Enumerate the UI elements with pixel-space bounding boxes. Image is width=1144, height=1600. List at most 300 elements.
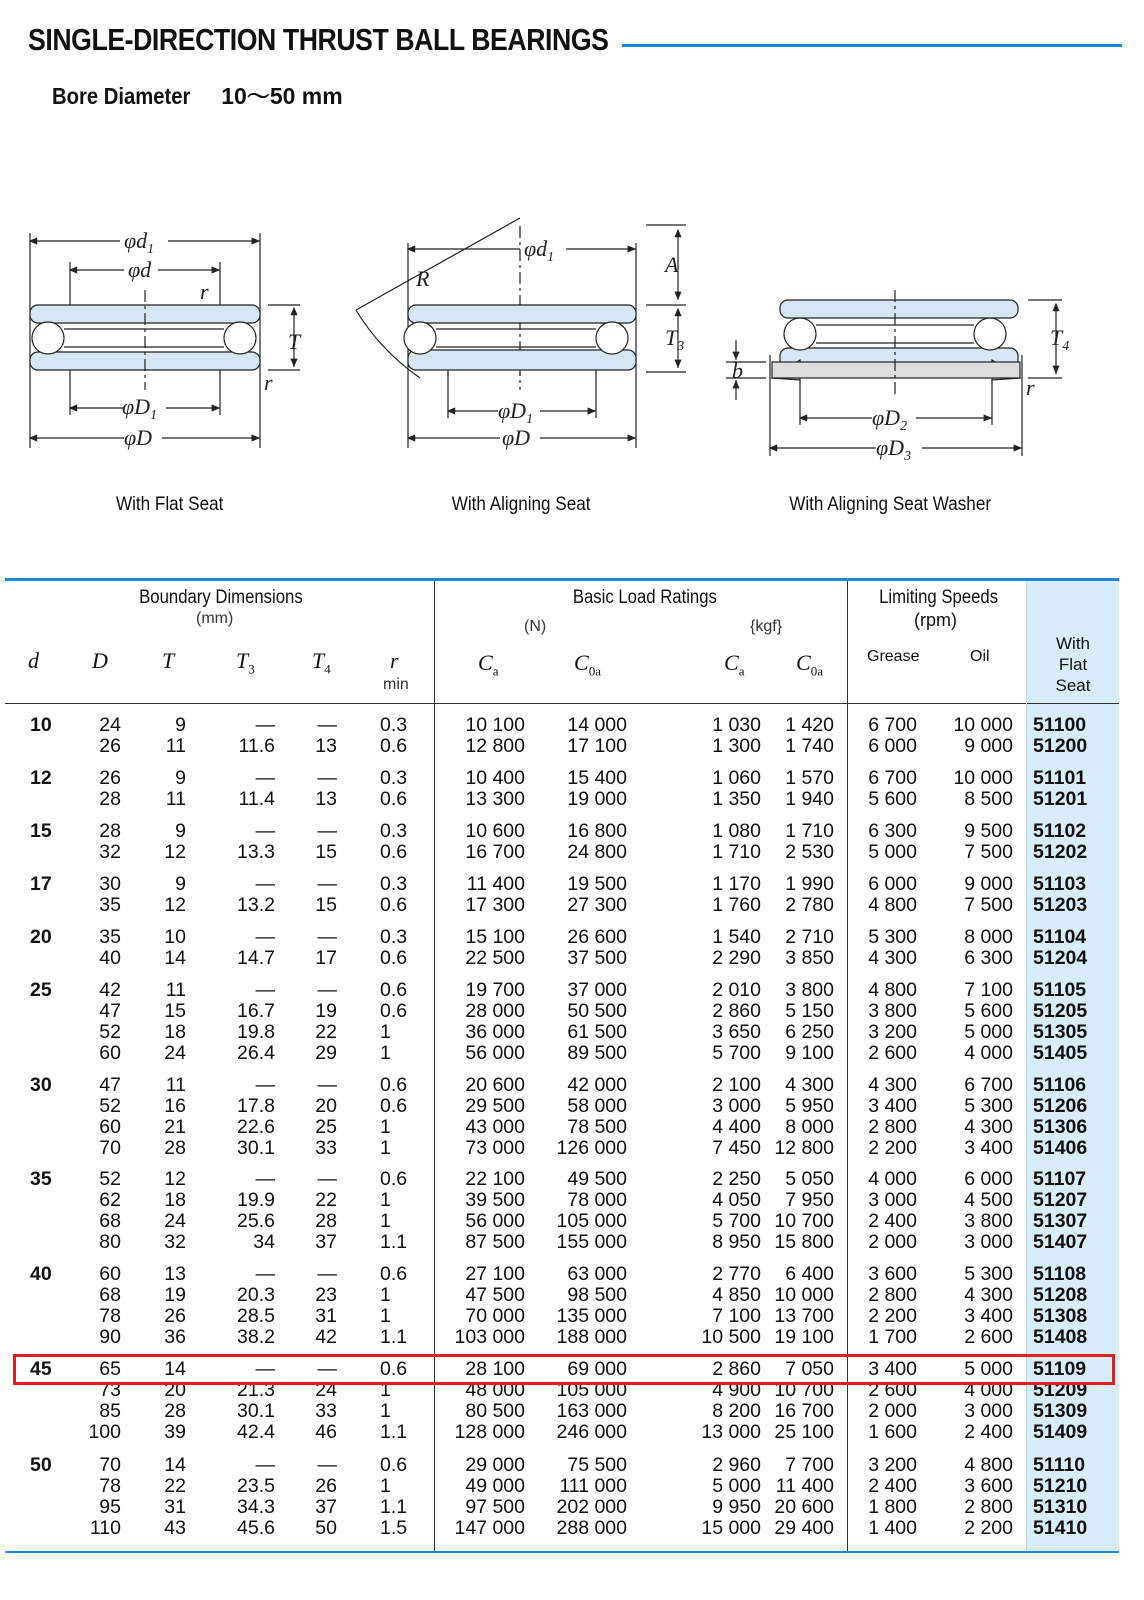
cell-T4: 24 — [315, 1379, 337, 1401]
cell-Ca-n: 10 100 — [465, 714, 525, 736]
cell-r: 0.3 — [380, 926, 408, 948]
cell-Ca-n: 22 100 — [465, 1168, 525, 1190]
cell-oil: 8 000 — [964, 926, 1013, 948]
cell-grease: 3 400 — [868, 1095, 917, 1117]
caption-aligning-seat: With Aligning Seat — [451, 494, 591, 515]
cell-D: 35 — [99, 926, 121, 948]
col-r: r — [390, 648, 399, 673]
cell-T3: 45.6 — [237, 1517, 275, 1539]
cell-Ca-n: 12 800 — [465, 735, 525, 757]
cell-C0a-n: 19 000 — [567, 788, 627, 810]
cell-Ca-n: 48 000 — [465, 1379, 525, 1401]
cell-D: 62 — [99, 1189, 121, 1211]
aligning-washer-diagram — [726, 290, 1062, 456]
cell-r: 0.6 — [380, 1074, 408, 1096]
bore-d: 17 — [30, 873, 52, 895]
cell-T4: 19 — [315, 1000, 337, 1022]
cell-bearing: 51203 — [1033, 894, 1088, 916]
subtitle — [52, 78, 343, 111]
cell-oil: 9 000 — [964, 873, 1013, 895]
cell-oil: 3 400 — [964, 1305, 1013, 1327]
cell-grease: 3 800 — [868, 1000, 917, 1022]
cell-Ca-kgf: 1 300 — [712, 735, 761, 757]
cell-grease: 2 000 — [868, 1400, 917, 1422]
cell-C0a-kgf: 13 700 — [774, 1305, 834, 1327]
bore-label: Bore Diameter — [52, 83, 191, 109]
cell-C0a-kgf: 6 400 — [785, 1263, 834, 1285]
col-T3: $T_3$ — [236, 648, 255, 677]
bore-d: 40 — [30, 1263, 52, 1285]
cell-T4: 46 — [315, 1421, 337, 1443]
cell-T: 28 — [164, 1137, 186, 1159]
cell-r: 1 — [380, 1042, 391, 1064]
cell-C0a-n: 135 000 — [556, 1305, 627, 1327]
cell-D: 52 — [99, 1021, 121, 1043]
cell-Ca-kgf: 8 200 — [712, 1400, 761, 1422]
cell-oil: 6 000 — [964, 1168, 1013, 1190]
cell-Ca-n: 15 100 — [465, 926, 525, 948]
cell-T: 15 — [164, 1000, 186, 1022]
cell-C0a-n: 188 000 — [556, 1326, 627, 1348]
cell-Ca-n: 103 000 — [454, 1326, 525, 1348]
bore-d: 35 — [30, 1168, 52, 1190]
cell-T4: 28 — [315, 1210, 337, 1232]
cell-oil: 7 500 — [964, 894, 1013, 916]
cell-oil: 4 000 — [964, 1379, 1013, 1401]
cell-C0a-kgf: 3 850 — [785, 947, 834, 969]
cell-C0a-n: 14 000 — [567, 714, 627, 736]
cell-Ca-n: 11 400 — [466, 873, 525, 895]
col-Ca-kgf: $C_a$ — [724, 650, 745, 679]
cell-r: 0.6 — [380, 1454, 408, 1476]
cell-Ca-n: 147 000 — [454, 1517, 525, 1539]
cell-C0a-kgf: 9 100 — [785, 1042, 834, 1064]
cell-r: 0.3 — [380, 714, 408, 736]
cell-grease: 6 700 — [868, 714, 917, 736]
cell-C0a-kgf: 5 950 — [785, 1095, 834, 1117]
cell-grease: 5 300 — [868, 926, 917, 948]
cell-T3: 23.5 — [237, 1475, 275, 1497]
cell-oil: 6 700 — [964, 1074, 1013, 1096]
cell-oil: 9 500 — [964, 820, 1013, 842]
cell-D: 24 — [99, 714, 121, 736]
bore-d: 50 — [30, 1454, 52, 1476]
col-T: T — [162, 648, 175, 673]
cell-T: 11 — [165, 788, 186, 810]
cell-Ca-n: 39 500 — [465, 1189, 525, 1211]
cell-T4: — — [317, 714, 337, 736]
cell-D: 28 — [99, 820, 121, 842]
flat-label-t: T — [288, 329, 301, 354]
cell-bearing: 51207 — [1033, 1189, 1088, 1211]
cell-Ca-n: 73 000 — [465, 1137, 525, 1159]
cell-bearing: 51305 — [1033, 1021, 1088, 1043]
cell-grease: 5 000 — [868, 841, 917, 863]
cell-Ca-n: 27 100 — [465, 1263, 525, 1285]
cell-C0a-n: 163 000 — [556, 1400, 627, 1422]
cell-Ca-n: 19 700 — [465, 979, 525, 1001]
cell-D: 68 — [99, 1284, 121, 1306]
cell-T4: 22 — [315, 1021, 337, 1043]
cell-Ca-kgf: 2 250 — [712, 1168, 761, 1190]
col-C0a-kgf: $C_{0a}$ — [796, 650, 823, 679]
cell-C0a-kgf: 1 710 — [785, 820, 834, 842]
cell-oil: 6 300 — [964, 947, 1013, 969]
cell-bearing: 51407 — [1033, 1231, 1088, 1253]
col-D: D — [92, 648, 108, 673]
cell-r: 0.6 — [380, 1095, 408, 1117]
cell-bearing: 51110 — [1033, 1454, 1086, 1476]
cell-T3: 20.3 — [237, 1284, 275, 1306]
cell-T: 16 — [164, 1095, 186, 1117]
cell-oil: 10 000 — [953, 714, 1013, 736]
cell-bearing: 51210 — [1033, 1475, 1088, 1497]
cell-Ca-kgf: 4 400 — [712, 1116, 761, 1138]
cell-T3: 16.7 — [237, 1000, 275, 1022]
cell-T3: 19.9 — [237, 1189, 275, 1211]
cell-Ca-n: 47 500 — [465, 1284, 525, 1306]
cell-Ca-n: 28 100 — [465, 1358, 525, 1380]
cell-Ca-kgf: 2 860 — [712, 1000, 761, 1022]
cell-D: 28 — [99, 788, 121, 810]
cell-r: 1.1 — [380, 1496, 408, 1518]
cell-T4: 33 — [315, 1137, 337, 1159]
cell-T: 26 — [164, 1305, 186, 1327]
cell-bearing: 51100 — [1033, 714, 1087, 736]
cell-bearing: 51200 — [1033, 735, 1088, 757]
cell-C0a-kgf: 16 700 — [774, 1400, 834, 1422]
cell-C0a-kgf: 10 700 — [774, 1379, 834, 1401]
cell-T4: — — [317, 820, 337, 842]
cell-r: 0.6 — [380, 1168, 408, 1190]
align-label-d1: $\varphi d_1$ — [524, 236, 555, 265]
cell-T: 14 — [164, 947, 186, 969]
cell-C0a-kgf: 4 300 — [785, 1074, 834, 1096]
cell-T: 31 — [164, 1496, 186, 1518]
cell-T4: 22 — [315, 1189, 337, 1211]
cell-T4: 20 — [315, 1095, 337, 1117]
page-title: SINGLE-DIRECTION THRUST BALL BEARINGS — [28, 22, 609, 57]
table-top-rule — [5, 578, 1119, 581]
cell-T: 20 — [164, 1379, 186, 1401]
col-Ca-n: $C_a$ — [478, 650, 499, 679]
cell-oil: 4 500 — [964, 1189, 1013, 1211]
cell-D: 70 — [99, 1137, 121, 1159]
cell-r: 0.6 — [380, 1263, 408, 1285]
cell-D: 60 — [99, 1263, 121, 1285]
cell-grease: 2 000 — [868, 1231, 917, 1253]
cell-C0a-n: 15 400 — [567, 767, 627, 789]
table-bottom-rule — [5, 1551, 1119, 1553]
cell-r: 1 — [380, 1379, 391, 1401]
bore-d: 12 — [30, 767, 52, 789]
cell-T3: — — [255, 979, 275, 1001]
cell-oil: 4 000 — [964, 1042, 1013, 1064]
cell-Ca-kgf: 7 100 — [712, 1305, 761, 1327]
cell-bearing: 51406 — [1033, 1137, 1088, 1159]
cell-r: 0.6 — [380, 979, 408, 1001]
cell-D: 42 — [99, 979, 121, 1001]
cell-C0a-n: 61 500 — [567, 1021, 627, 1043]
cell-grease: 5 600 — [868, 788, 917, 810]
cell-oil: 2 600 — [964, 1326, 1013, 1348]
cell-bearing: 51108 — [1033, 1263, 1087, 1285]
cell-T3: 11.4 — [238, 788, 275, 810]
cell-C0a-n: 98 500 — [567, 1284, 627, 1306]
cell-Ca-n: 56 000 — [465, 1042, 525, 1064]
cell-oil: 7 500 — [964, 841, 1013, 863]
cell-T4: — — [317, 979, 337, 1001]
cell-bearing: 51102 — [1033, 820, 1087, 842]
bore-d: 20 — [30, 926, 52, 948]
cell-oil: 5 300 — [964, 1263, 1013, 1285]
cell-T4: 37 — [315, 1231, 337, 1253]
bore-d: 25 — [30, 979, 52, 1001]
cell-r: 1.1 — [380, 1421, 408, 1443]
cell-grease: 3 200 — [868, 1021, 917, 1043]
cell-oil: 2 400 — [964, 1421, 1013, 1443]
cell-bearing: 51204 — [1033, 947, 1088, 969]
cell-C0a-kgf: 12 800 — [774, 1137, 834, 1159]
cell-Ca-kgf: 2 960 — [712, 1454, 761, 1476]
cell-T4: 15 — [315, 894, 337, 916]
cell-C0a-kgf: 1 570 — [785, 767, 834, 789]
cell-T3: — — [255, 926, 275, 948]
cell-T: 32 — [164, 1231, 186, 1253]
cell-C0a-n: 105 000 — [556, 1379, 627, 1401]
cell-oil: 10 000 — [953, 767, 1013, 789]
cell-grease: 2 800 — [868, 1284, 917, 1306]
bore-d: 45 — [30, 1358, 52, 1380]
washer-label-T4: $T_4$ — [1050, 325, 1070, 354]
cell-grease: 3 400 — [868, 1358, 917, 1380]
cell-T: 24 — [164, 1042, 186, 1064]
cell-C0a-kgf: 1 940 — [785, 788, 834, 810]
cell-bearing: 51201 — [1033, 788, 1088, 810]
cell-bearing: 51308 — [1033, 1305, 1088, 1327]
washer-label-r: r — [1026, 375, 1035, 400]
header-speed-unit: (rpm) — [914, 610, 957, 630]
cell-bearing: 51107 — [1033, 1168, 1087, 1190]
cell-C0a-kgf: 25 100 — [774, 1421, 834, 1443]
cell-D: 32 — [99, 841, 121, 863]
cell-C0a-n: 75 500 — [567, 1454, 627, 1476]
cell-T3: 11.6 — [238, 735, 275, 757]
cell-D: 78 — [99, 1475, 121, 1497]
cell-Ca-n: 70 000 — [465, 1305, 525, 1327]
cell-C0a-n: 17 100 — [567, 735, 627, 757]
cell-C0a-n: 19 500 — [567, 873, 627, 895]
header-grease: Grease — [867, 648, 920, 665]
cell-grease: 2 400 — [868, 1475, 917, 1497]
cell-C0a-kgf: 2 780 — [785, 894, 834, 916]
cell-r: 1 — [380, 1305, 391, 1327]
cell-T3: 26.4 — [237, 1042, 275, 1064]
cell-oil: 5 000 — [964, 1358, 1013, 1380]
cell-grease: 1 800 — [868, 1496, 917, 1518]
header-speed: Limiting Speeds — [879, 587, 999, 608]
cell-C0a-n: 78 500 — [567, 1116, 627, 1138]
cell-T: 11 — [165, 979, 186, 1001]
cell-T4: 15 — [315, 841, 337, 863]
cell-C0a-kgf: 11 400 — [775, 1475, 834, 1497]
cell-bearing: 51307 — [1033, 1210, 1088, 1232]
cell-bearing: 51103 — [1033, 873, 1087, 895]
cell-T3: — — [255, 1074, 275, 1096]
cell-Ca-kgf: 3 000 — [712, 1095, 761, 1117]
cell-T: 18 — [164, 1021, 186, 1043]
cell-bearing: 51405 — [1033, 1042, 1088, 1064]
cell-r: 0.6 — [380, 841, 408, 863]
cell-C0a-n: 69 000 — [567, 1358, 627, 1380]
cell-bearing: 51208 — [1033, 1284, 1088, 1306]
cell-grease: 4 800 — [868, 979, 917, 1001]
col-d: d — [28, 648, 39, 673]
washer-label-D2: $\varphi D_2$ — [872, 405, 908, 434]
cell-Ca-n: 22 500 — [465, 947, 525, 969]
cell-T4: 13 — [315, 788, 337, 810]
align-label-D1: $\varphi D_1$ — [498, 398, 534, 427]
cell-Ca-n: 128 000 — [454, 1421, 525, 1443]
cell-Ca-kgf: 1 760 — [712, 894, 761, 916]
cell-C0a-kgf: 1 740 — [785, 735, 834, 757]
cell-r: 0.6 — [380, 1000, 408, 1022]
cell-C0a-n: 202 000 — [556, 1496, 627, 1518]
cell-T4: 25 — [315, 1116, 337, 1138]
cell-Ca-kgf: 4 850 — [712, 1284, 761, 1306]
header-seat: Seat — [1055, 676, 1091, 695]
cell-Ca-kgf: 13 000 — [701, 1421, 761, 1443]
cell-T: 22 — [164, 1475, 186, 1497]
cell-D: 80 — [99, 1231, 121, 1253]
cell-D: 85 — [99, 1400, 121, 1422]
cell-C0a-n: 24 800 — [567, 841, 627, 863]
cell-r: 0.6 — [380, 947, 408, 969]
cell-oil: 7 100 — [964, 979, 1013, 1001]
cell-C0a-kgf: 10 700 — [774, 1210, 834, 1232]
cell-T3: 17.8 — [237, 1095, 275, 1117]
cell-bearing: 51202 — [1033, 841, 1088, 863]
cell-T4: 23 — [315, 1284, 337, 1306]
cell-C0a-n: 63 000 — [567, 1263, 627, 1285]
cell-T: 13 — [164, 1263, 186, 1285]
cell-C0a-n: 27 300 — [567, 894, 627, 916]
cell-C0a-n: 58 000 — [567, 1095, 627, 1117]
cell-C0a-n: 78 000 — [567, 1189, 627, 1211]
cell-bearing: 51206 — [1033, 1095, 1088, 1117]
cell-T: 14 — [164, 1454, 186, 1476]
cell-Ca-kgf: 2 770 — [712, 1263, 761, 1285]
cell-T: 11 — [165, 1074, 186, 1096]
bore-d: 10 — [30, 714, 52, 736]
cell-Ca-kgf: 8 950 — [712, 1231, 761, 1253]
cell-r: 1 — [380, 1284, 391, 1306]
cell-oil: 8 500 — [964, 788, 1013, 810]
cell-Ca-kgf: 5 700 — [712, 1210, 761, 1232]
cell-r: 1 — [380, 1475, 391, 1497]
align-label-R: R — [416, 266, 430, 291]
cell-C0a-kgf: 5 050 — [785, 1168, 834, 1190]
cell-oil: 5 000 — [964, 1021, 1013, 1043]
cell-D: 100 — [88, 1421, 121, 1443]
cell-bearing: 51410 — [1033, 1517, 1088, 1539]
cell-T: 12 — [164, 894, 186, 916]
washer-label-D3: $\varphi D_3$ — [876, 435, 912, 464]
cell-bearing: 51205 — [1033, 1000, 1088, 1022]
cell-Ca-kgf: 1 350 — [712, 788, 761, 810]
cell-bearing: 51106 — [1033, 1074, 1087, 1096]
cell-D: 70 — [99, 1454, 121, 1476]
cell-T3: 25.6 — [237, 1210, 275, 1232]
cell-oil: 4 300 — [964, 1284, 1013, 1306]
cell-C0a-n: 37 000 — [567, 979, 627, 1001]
cell-D: 60 — [99, 1042, 121, 1064]
bore-d: 15 — [30, 820, 52, 842]
cell-T: 18 — [164, 1189, 186, 1211]
cell-C0a-n: 246 000 — [556, 1421, 627, 1443]
cell-oil: 4 800 — [964, 1454, 1013, 1476]
cell-T4: 37 — [315, 1496, 337, 1518]
cell-T4: 50 — [315, 1517, 337, 1539]
cell-Ca-n: 20 600 — [465, 1074, 525, 1096]
caption-flat-seat: With Flat Seat — [115, 494, 224, 515]
cell-T: 12 — [164, 1168, 186, 1190]
cell-C0a-kgf: 5 150 — [785, 1000, 834, 1022]
cell-oil: 2 200 — [964, 1517, 1013, 1539]
cell-C0a-n: 155 000 — [556, 1231, 627, 1253]
cell-oil: 9 000 — [964, 735, 1013, 757]
title-rule — [622, 44, 1122, 47]
divider-load — [434, 581, 435, 1551]
header-boundary: Boundary Dimensions — [139, 587, 303, 608]
cell-T: 9 — [175, 767, 186, 789]
cell-Ca-kgf: 1 710 — [712, 841, 761, 863]
cell-C0a-n: 288 000 — [556, 1517, 627, 1539]
cell-Ca-n: 16 700 — [465, 841, 525, 863]
cell-Ca-n: 28 000 — [465, 1000, 525, 1022]
cell-Ca-kgf: 5 000 — [712, 1475, 761, 1497]
cell-C0a-kgf: 20 600 — [774, 1496, 834, 1518]
washer-label-b: b — [732, 358, 743, 383]
cell-C0a-kgf: 2 710 — [785, 926, 834, 948]
cell-C0a-n: 16 800 — [567, 820, 627, 842]
col-T4: $T_4$ — [312, 648, 331, 677]
cell-oil: 3 000 — [964, 1231, 1013, 1253]
cell-C0a-kgf: 7 700 — [785, 1454, 834, 1476]
cell-D: 68 — [99, 1210, 121, 1232]
cell-T4: — — [317, 1454, 337, 1476]
cell-Ca-kgf: 1 030 — [712, 714, 761, 736]
cell-r: 1.1 — [380, 1326, 408, 1348]
cell-C0a-n: 105 000 — [556, 1210, 627, 1232]
cell-T3: 14.7 — [237, 947, 275, 969]
cell-bearing: 51101 — [1033, 767, 1087, 789]
align-label-T3: $T_3$ — [665, 325, 685, 354]
col-C0a-n: $C_{0a}$ — [574, 650, 601, 679]
table-header-rule — [5, 703, 1119, 704]
cell-T: 10 — [164, 926, 186, 948]
cell-T3: 13.2 — [237, 894, 275, 916]
cell-grease: 2 200 — [868, 1137, 917, 1159]
cell-C0a-n: 126 000 — [556, 1137, 627, 1159]
cell-T: 9 — [175, 820, 186, 842]
header-boundary-unit: (mm) — [196, 610, 234, 627]
cell-grease: 6 000 — [868, 873, 917, 895]
cell-C0a-n: 37 500 — [567, 947, 627, 969]
cell-r: 1.5 — [380, 1517, 408, 1539]
divider-speed — [847, 581, 848, 1551]
cell-T: 19 — [164, 1284, 186, 1306]
